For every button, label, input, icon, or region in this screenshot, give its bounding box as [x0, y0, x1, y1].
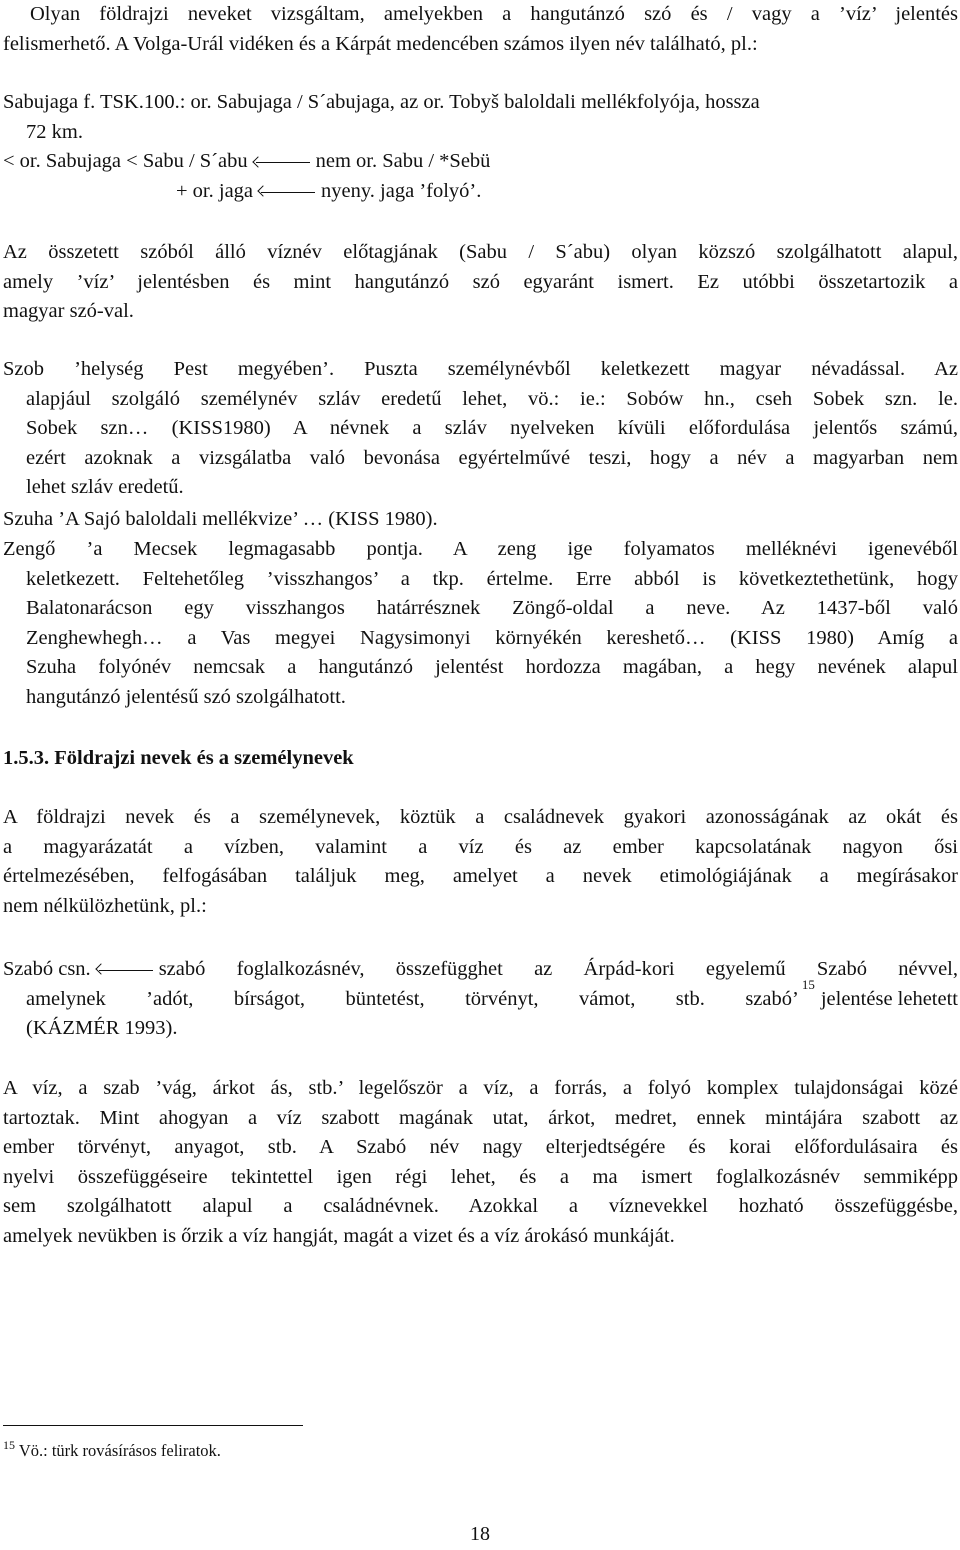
left-arrow-icon [254, 157, 310, 167]
zengo-line-5: Szuha folyónév nemcsak a hangutánzó jelentést hordozza magában, a hegy nevének alapul [26, 656, 958, 678]
surnames-line-1: A földrajzi nevek és a személynevek, köztük a családnevek gyakori azonosságának az okát és [3, 806, 958, 828]
sabujaga-jaga-line [3, 177, 958, 207]
szob-line-3: Sobek szn… (KISS1980) A névnek a szláv nyelveken kívüli előfordulása jelentős számú, [26, 417, 958, 439]
szabo-line-3: (KÁZMÉR 1993). [26, 1017, 178, 1039]
surnames-line-3: értelmezésében, felfogásában találjuk meg, amelyet a nevek etimológiájának a megírásakor [3, 865, 958, 887]
szuha-line: Szuha ’A Sajó baloldali mellékvize’ … (KISS 1980). [3, 508, 438, 530]
footnote-ref[interactable]: 15 [801, 976, 815, 992]
viz-line-4: nyelvi összefüggéseire tekintettel igen régi lehet, és a ma ismert foglalkozásnév semmiképp [3, 1165, 958, 1188]
szabo-head: Szabó csn. [3, 958, 91, 980]
zengo-line-6: hangutánzó jelentésű szó szolgálhatott. [26, 685, 346, 708]
sabujaga-jaga-left: + or. jaga [176, 179, 254, 202]
sabujaga-etymology-left: < or. Sabujaga < Sabu / S´abu [3, 150, 248, 172]
zengo-line-1: Zengő ’a Mecsek legmagasabb pontja. A zeng ige folyamatos melléknévi igenevéből [3, 538, 958, 560]
zengo-continuation [3, 565, 958, 713]
intro-line-1: Olyan földrajzi neveket vizsgáltam, amelyekben a hangutánzó szó és / vagy a ’víz’ jelentés [30, 3, 958, 25]
prefix-line-3: magyar szó-val. [3, 300, 134, 322]
intro-paragraph [3, 0, 958, 59]
intro-line-2: felismerhető. A Volga-Urál vidéken és a Kárpát medencében számos ilyen név található, pl.: [3, 32, 758, 55]
viz-paragraph [3, 1074, 958, 1251]
prefix-line-1: Az összetett szóból álló víznév előtagjának (Sabu / S´abu) olyan közszó szolgálhatott alapul, [3, 241, 958, 263]
szabo-line-2 [26, 976, 958, 1015]
szabo-entry [3, 955, 958, 1044]
sabujaga-entry [3, 88, 958, 206]
szabo-continuation [3, 976, 958, 1044]
footnote-number: 15 [3, 1438, 15, 1452]
surnames-paragraph [3, 803, 958, 921]
surnames-line-4: nem nélkülözhetünk, pl.: [3, 894, 207, 917]
sabujaga-etymology-right: nem or. Sabu / *Sebü [315, 150, 491, 172]
surnames-line-2: a magyarázatát a vízben, valamint a víz és az ember kapcsolatának nagyon ősi [3, 835, 958, 858]
prefix-line-2: amely ’víz’ jelentésben és mint hangutánzó szó egyaránt ismert. Ez utóbbi összetartozik a [3, 270, 958, 293]
szabo-line-2-end: jelentése lehetett [820, 987, 958, 1010]
szob-line-4: ezért azoknak a vizsgálatba való bevonása egyértelművé teszi, hogy a név a magyarban nem [26, 446, 958, 469]
viz-line-3: ember törvényt, anyagot, stb. A Szabó név nagy elterjedtségére és korai előfordulásaira és [3, 1136, 958, 1158]
szob-entry [3, 355, 958, 503]
viz-line-6: amelyek nevükben is őrzik a víz hangját, magát a vizet és a víz árokásó munkáját. [3, 1224, 675, 1247]
prefix-paragraph [3, 238, 958, 327]
sabujaga-line-2: 72 km. [26, 120, 83, 143]
page-number: 18 [470, 1523, 490, 1545]
sabujaga-jaga-right: nyeny. jaga ’folyó’. [321, 179, 482, 202]
szob-continuation [3, 385, 958, 503]
szob-line-5: lehet szláv eredetű. [26, 476, 184, 498]
footnote [3, 1440, 221, 1462]
zengo-line-2: keletkezett. Feltehetőleg ’visszhangos’ a tkp. értelme. Erre abból is következtethetünk, hogy [26, 567, 958, 590]
zengo-line-3: Balatonarácson egy visszhangos határrésznek Zöngő-oldal a neve. Az 1437-ből való [26, 597, 958, 619]
section-heading: 1.5.3. Földrajzi nevek és a személynevek [3, 747, 354, 769]
szob-line-2: alapjául szolgáló személynév szláv eredetű lehet, vö.: ie.: Sobów hn., cseh Sobek szn. le. [26, 387, 958, 410]
sabujaga-line-1: Sabujaga f. TSK.100.: or. Sabujaga / S´abujaga, az or. Tobyš baloldali mellékfolyója, hossza [3, 91, 760, 113]
viz-line-1: A víz, a szab ’vág, árkot ás, stb.’ legelőször a víz, a forrás, a folyó komplex tulajdonságai közé [3, 1077, 958, 1099]
szabo-line-1-rest: szabó foglalkozásnév, összefügghet az Árpád-kori egyelemű Szabó névvel, [158, 958, 958, 980]
szuha-entry [3, 505, 958, 535]
szob-line-1: Szob ’helység Pest megyében’. Puszta személynévből keletkezett magyar névadással. Az [3, 358, 958, 380]
zengo-line-4: Zenghewhegh… a Vas megyei Nagysimonyi környékén kereshető… (KISS 1980) Amíg a [26, 626, 958, 649]
viz-line-2: tartoztak. Mint ahogyan a víz szabott magának utat, árkot, medret, ennek mintájára szabott az [3, 1106, 958, 1129]
left-arrow-icon [97, 965, 153, 975]
left-arrow-icon [259, 187, 315, 197]
sabujaga-etymology-line [3, 147, 958, 177]
footnote-text: Vö.: türk rovásírásos feliratok. [18, 1441, 221, 1460]
footnote-separator [3, 1425, 303, 1426]
zengo-entry [3, 535, 958, 712]
szabo-line-2-main: amelynek ’adót, bírságot, büntetést, törvényt, vámot, stb. szabó’ [26, 987, 799, 1010]
viz-line-5: sem szolgálhatott alapul a családnévnek. Azokkal a víznevekkel hozható összefüggésbe, [3, 1195, 958, 1217]
